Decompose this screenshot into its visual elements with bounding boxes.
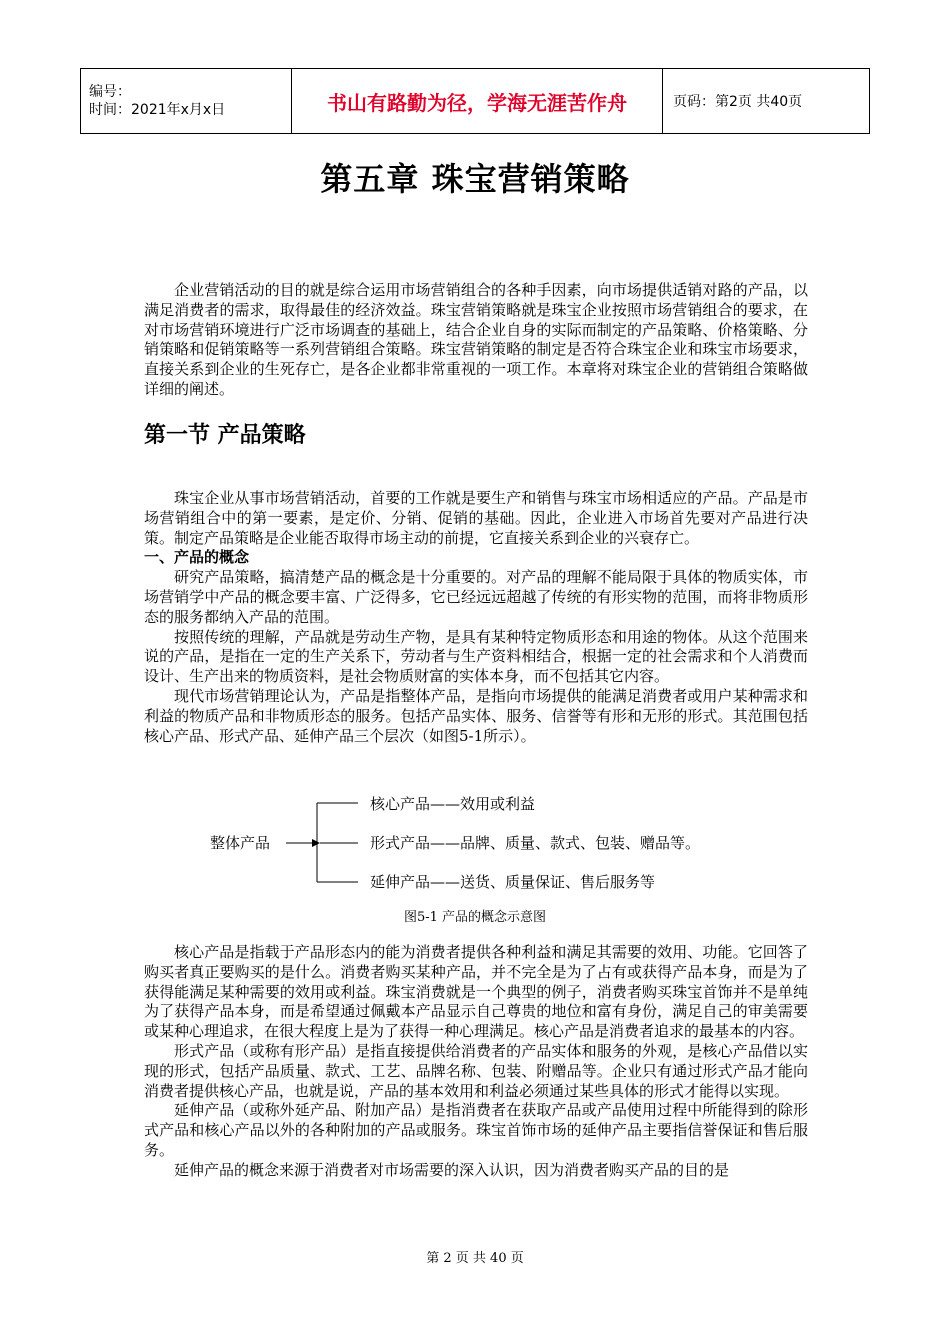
intro-paragraph: 企业营销活动的目的就是综合运用市场营销组合的各种手因素，向市场提供适销对路的产品，以满足消费者的需求，取得最佳的经济效益。珠宝营销策略就是珠宝企业按照市场营销组合的要求，在对市场营销环境进行广泛市场调查的基础上，结合企业自身的实际而制定的产品策略、价格策略、分销策略和促销策略等一系列营销组合策略。珠宝营销策略的制定是否符合珠宝企业和珠宝市场要求，直接关系到企业的生死存亡，是各企业都非常重视的一项工作。本章将对珠宝企业的营销组合策略做详细的阐述。	[144, 281, 808, 398]
header-motto: 书山有路勤为径，学海无涯苦作舟	[292, 69, 663, 134]
body-paragraph: 珠宝企业从事市场营销活动，首要的工作就是要生产和销售与珠宝市场相适应的产品。产品是市场营销组合中的第一要素，是定价、分销、促销的基础。因此，企业进入市场首先要对产品进行决策。制定产品策略是企业能否取得市场主动的前提，它直接关系到企业的兴衰存亡。	[144, 489, 808, 547]
page-footer: 第 2 页 共 40 页	[426, 1251, 524, 1266]
diagram-branch-extended: 延伸产品——送货、质量保证、售后服务等	[370, 873, 656, 891]
subsection-heading: 一、产品的概念	[144, 548, 250, 567]
doc-number-label: 编号：	[89, 84, 131, 100]
diagram-root-label: 整体产品	[210, 834, 271, 852]
intro-block	[144, 281, 808, 400]
body-paragraph: 延伸产品（或称外延产品、附加产品）是指消费者在获取产品或产品使用过程中所能得到的除形式产品和核心产品以外的各种附加的产品或服务。珠宝首饰市场的延伸产品主要指信誉保证和售后服务。	[144, 1101, 808, 1159]
figure-caption: 图5-1 产品的概念示意图	[403, 910, 547, 925]
body-paragraph: 研究产品策略，搞清楚产品的概念是十分重要的。对产品的理解不能局限于具体的物质实体，市场营销学中产品的概念要丰富、广泛得多，它已经远远超越了传统的有形实物的范围，而将非物质形态的服务都纳入产品的范围。	[144, 568, 808, 626]
body-paragraph: 现代市场营销理论认为，产品是指整体产品，是指向市场提供的能满足消费者或用户某种需求和利益的物质产品和非物质形态的服务。包括产品实体、服务、信誉等有形和无形的形式。其范围包括核心产品、形式产品、延伸产品三个层次（如图5-1所示）。	[144, 686, 808, 745]
after-diagram-block	[144, 943, 808, 1181]
page-header-table	[80, 68, 870, 134]
header-page-info: 页码：第2页 共40页	[663, 69, 870, 134]
chapter-title: 第五章 珠宝营销策略	[320, 160, 630, 198]
section-title: 第一节 产品策略	[144, 423, 306, 448]
diagram-branch-form: 形式产品——品牌、质量、款式、包装、赠品等。	[370, 834, 701, 852]
body-paragraph: 按照传统的理解，产品就是劳动生产物，是具有某种特定物质形态和用途的物体。从这个范围来说的产品，是指在一定的生产关系下，劳动者与生产资料相结合，根据一定的社会需求和个人消费而设计、生产出来的物质资料，是社会物质财富的实体本身，而不包括其它内容。	[144, 627, 808, 686]
diagram-branch-core: 核心产品——效用或利益	[370, 795, 536, 813]
header-meta-cell	[81, 69, 292, 134]
section-block	[144, 489, 808, 746]
body-paragraph: 延伸产品的概念来源于消费者对市场需要的深入认识，因为消费者购买产品的目的是	[174, 1160, 730, 1179]
body-paragraph: 形式产品（或称有形产品）是指直接提供给消费者的产品实体和服务的外观，是核心产品借以实现的形式，包括产品质量、款式、工艺、品牌名称、包装、附赠品等。企业只有通过形式产品才能向消费者提供核心产品，也就是说，产品的基本效用和利益必须通过某些具体的形式才能得以实现。	[144, 1041, 808, 1100]
doc-time-label: 时间：2021年x月x日	[89, 102, 226, 118]
body-paragraph: 核心产品是指载于产品形态内的能为消费者提供各种利益和满足其需要的效用、功能。它回答了购买者真正要购买的是什么。消费者购买某种产品，并不完全是为了占有或获得产品本身，而是为了获得能满足某种需要的效用或利益。珠宝消费就是一个典型的例子，消费者购买珠宝首饰并不是单纯为了获得产品本身，而是希望通过佩戴本产品显示自己尊贵的地位和富有身份，满足自己的审美需要或某种心理追求，在很大程度上是为了获得一种心理满足。核心产品是消费者追求的最基本的内容。	[144, 943, 808, 1041]
